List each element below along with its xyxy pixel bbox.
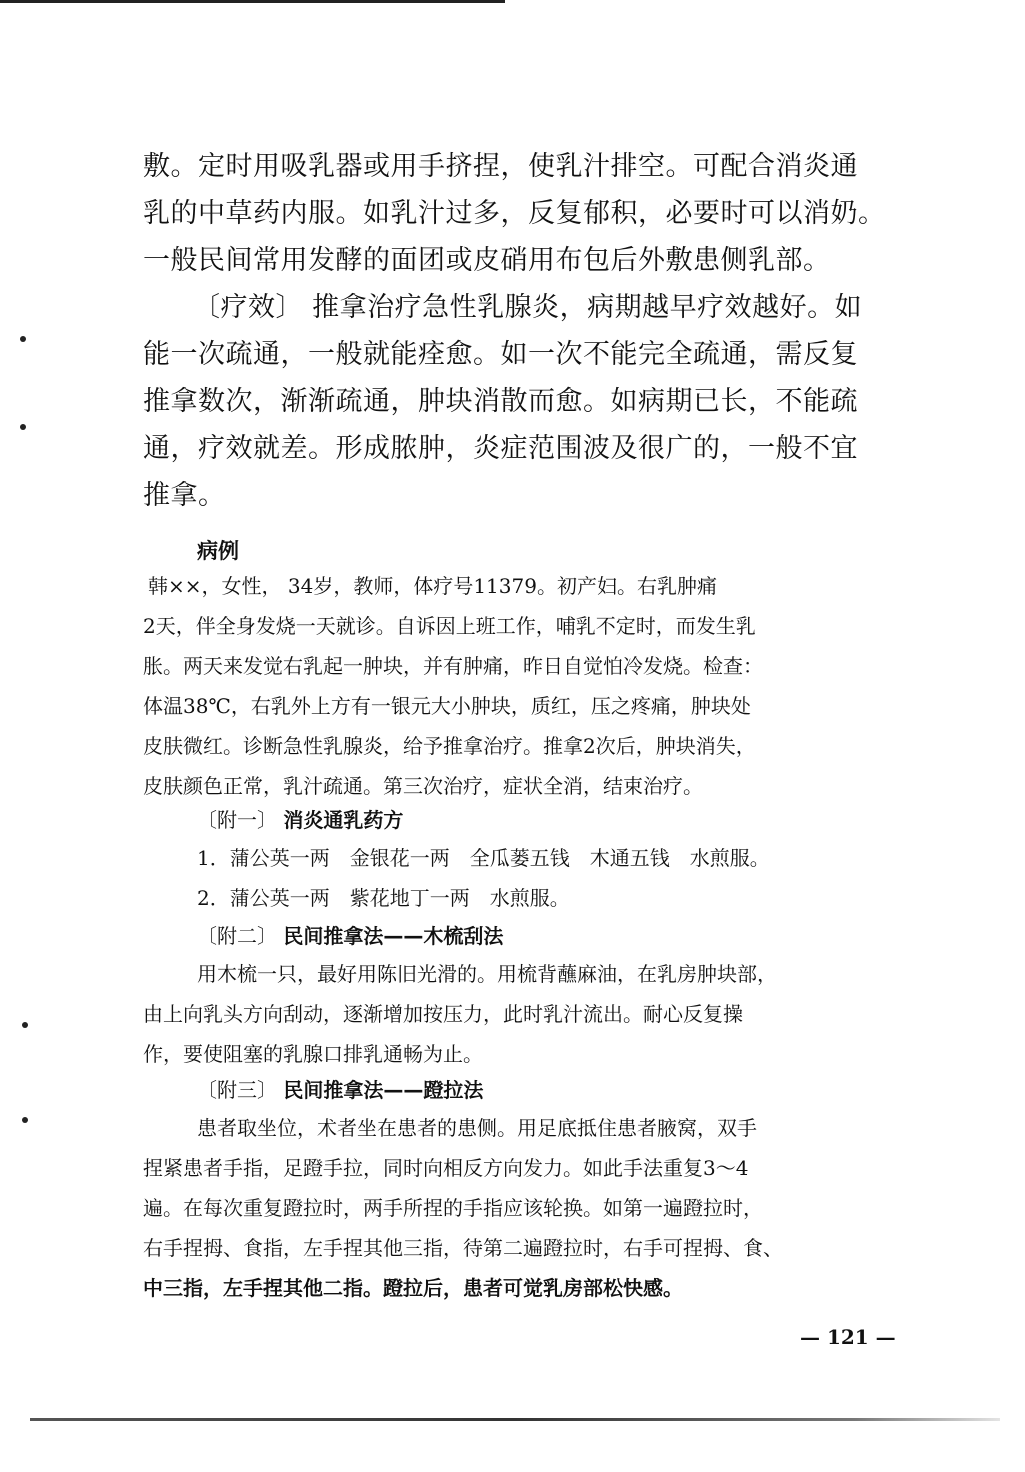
text-line: 患者取坐位，术者坐在患者的患侧。用足底抵住患者腋窝，双手: [197, 1116, 757, 1140]
text-line: 中三指，左手捏其他二指。蹬拉后，患者可觉乳房部松快感。: [143, 1276, 683, 1300]
appendix-1-list: [197, 838, 947, 918]
margin-mark: [22, 1117, 28, 1123]
text-line: 一般民间常用发酵的面团或皮硝用布包后外敷患侧乳部。: [143, 245, 831, 276]
text-line: 敷。定时用吸乳器或用手挤捏，使乳汁排空。可配合消炎通: [143, 151, 858, 182]
text-line: 皮肤颜色正常，乳汁疏通。第三次治疗，症状全消，结束治疗。: [143, 774, 703, 798]
text-line: 推拿数次，渐渐疏通，肿块消散而愈。如病期已长，不能疏: [143, 386, 858, 417]
text-line: 通，疗效就差。形成脓肿，炎症范围波及很广的，一般不宜: [143, 433, 858, 464]
text-line: 乳的中草药内服。如乳汁过多，反复郁积，必要时可以消奶。: [143, 198, 886, 229]
text-line: 能一次疏通，一般就能痊愈。如一次不能完全疏通，需反复: [143, 339, 858, 370]
text-line: 用木梳一只，最好用陈旧光滑的。用梳背蘸麻油，在乳房肿块部，: [197, 962, 777, 986]
text-line: 由上向乳头方向刮动，逐渐增加按压力，此时乳汁流出。耐心反复操: [143, 1002, 743, 1026]
margin-mark: [20, 424, 26, 430]
text-line: 体温38℃，右乳外上方有一银元大小肿块，质红，压之疼痛，肿块处: [143, 694, 751, 718]
margin-mark: [22, 1022, 28, 1028]
paragraph-continuation: [143, 143, 893, 284]
text-line: 胀。两天来发觉右乳起一肿块，并有肿痛，昨日自觉怕冷发烧。检查：: [143, 654, 763, 678]
text-line: 捏紧患者手指，足蹬手拉，同时向相反方向发力。如此手法重复3～4: [143, 1156, 749, 1180]
appendix-label: 〔附三〕: [197, 1078, 277, 1102]
appendix-title: 民间推拿法——木梳刮法: [283, 924, 504, 948]
text-line: 〔疗效〕 推拿治疗急性乳腺炎，病期越早疗效越好。如: [193, 292, 863, 323]
appendix-title: 民间推拿法——蹬拉法: [283, 1078, 484, 1102]
prescription-item: 2．蒲公英一两 紫花地丁一两 水煎服。: [197, 886, 570, 910]
text-line: 皮肤微红。诊断急性乳腺炎，给予推拿治疗。推拿2次后，肿块消失，: [143, 734, 756, 758]
text-line: 推拿。: [143, 480, 226, 511]
appendix-label: 〔附二〕: [197, 924, 277, 948]
appendix-label: 〔附一〕: [197, 808, 277, 832]
appendix-1-heading: [197, 800, 403, 840]
appendix-2-body: [143, 954, 893, 1074]
prescription-item: 1．蒲公英一两 金银花一两 全瓜蒌五钱 木通五钱 水煎服。: [197, 846, 770, 870]
efficacy-paragraph: [143, 284, 893, 519]
top-rule: [0, 0, 505, 3]
case-paragraph: [143, 566, 893, 806]
text-line: 右手捏拇、食指，左手捏其他三指，待第二遍蹬拉时，右手可捏拇、食、: [143, 1236, 783, 1260]
appendix-3-heading: [197, 1070, 483, 1110]
text-line: 作，要使阻塞的乳腺口排乳通畅为止。: [143, 1042, 483, 1066]
bottom-rule: [30, 1418, 1000, 1421]
text-line: 遍。在每次重复蹬拉时，两手所捏的手指应该轮换。如第一遍蹬拉时，: [143, 1196, 763, 1220]
page-number: — 121 —: [800, 1325, 896, 1349]
appendix-title: 消炎通乳药方: [283, 808, 404, 832]
text-line: 2天，伴全身发烧一天就诊。自诉因上班工作，哺乳不定时，而发生乳: [143, 614, 756, 638]
text-line: 韩××，女性， 34岁，教师，体疗号11379。初产妇。右乳肿痛: [148, 574, 717, 598]
case-heading: 病例: [197, 539, 239, 563]
margin-mark: [20, 336, 26, 342]
appendix-2-heading: [197, 916, 503, 956]
appendix-3-body: [143, 1108, 893, 1308]
